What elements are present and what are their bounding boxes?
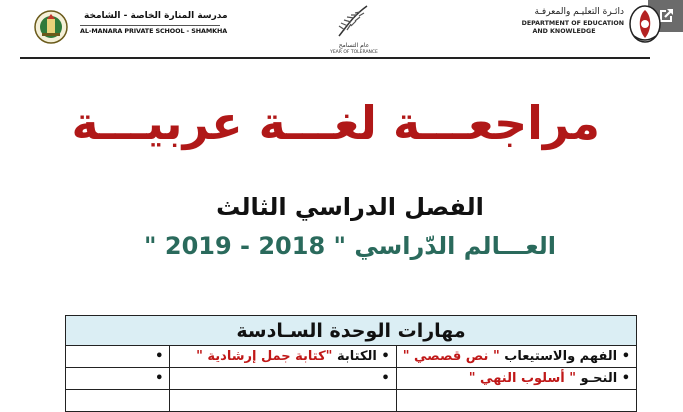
bullet: •: [621, 349, 630, 364]
school-name-ar: مدرسة المنارة الخاصة - الشامخة: [84, 11, 228, 21]
adek-seal-icon: [628, 4, 662, 44]
table-cell: [396, 390, 636, 412]
table-cell: [66, 368, 170, 390]
skills-table: [65, 315, 637, 412]
skill-label: النحـو: [580, 371, 618, 386]
table-row: [66, 390, 637, 412]
table-header-row: [66, 316, 637, 346]
year-caption-en: YEAR OF TOLERANCE: [330, 50, 378, 55]
bullet: •: [381, 371, 390, 386]
skill-value: " نص قصصي ": [402, 349, 500, 364]
term-label: الفصل الدراسي الثالث: [216, 193, 484, 221]
bullet: •: [155, 349, 164, 364]
letterhead: [0, 0, 683, 60]
year-of-tolerance-icon: [333, 2, 373, 40]
skill-value: "كتابة جمل إرشادية ": [196, 349, 333, 364]
table-row: [66, 346, 637, 368]
department-name-en-1: DEPARTMENT OF EDUCATION: [521, 20, 624, 27]
table-cell: [170, 346, 396, 368]
school-logo-icon: [34, 10, 68, 44]
table-cell: [66, 346, 170, 368]
year-caption-ar: عام التسامح: [338, 42, 370, 49]
skill-label: الفهم والاستيعاب: [504, 349, 618, 364]
page-title: مراجعـــة لغـــة عربيـــة: [71, 96, 600, 150]
table-cell: [170, 368, 396, 390]
table-cell: [396, 346, 636, 368]
bullet: •: [621, 371, 630, 386]
bullet: •: [381, 349, 390, 364]
table-cell: [170, 390, 396, 412]
school-name-divider: [80, 25, 220, 26]
table-cell: [396, 368, 636, 390]
department-name-ar: دائـرة التعليـم والمعرفـة: [534, 7, 624, 17]
table-cell: [66, 390, 170, 412]
department-name-en-2: AND KNOWLEDGE: [532, 28, 596, 35]
school-name-en: AL-MANARA PRIVATE SCHOOL - SHAMKHA: [80, 27, 228, 35]
bullet: •: [155, 371, 164, 386]
table-heading: مهارات الوحدة السـادسة: [66, 316, 637, 346]
skill-label: الكتابة: [336, 349, 377, 364]
skill-value: " أسلوب النهي ": [468, 371, 577, 386]
header-rule: [20, 57, 650, 59]
academic-year: العـــالم الدّراسي " 2018 - 2019 ": [144, 232, 556, 260]
table-row: [66, 368, 637, 390]
